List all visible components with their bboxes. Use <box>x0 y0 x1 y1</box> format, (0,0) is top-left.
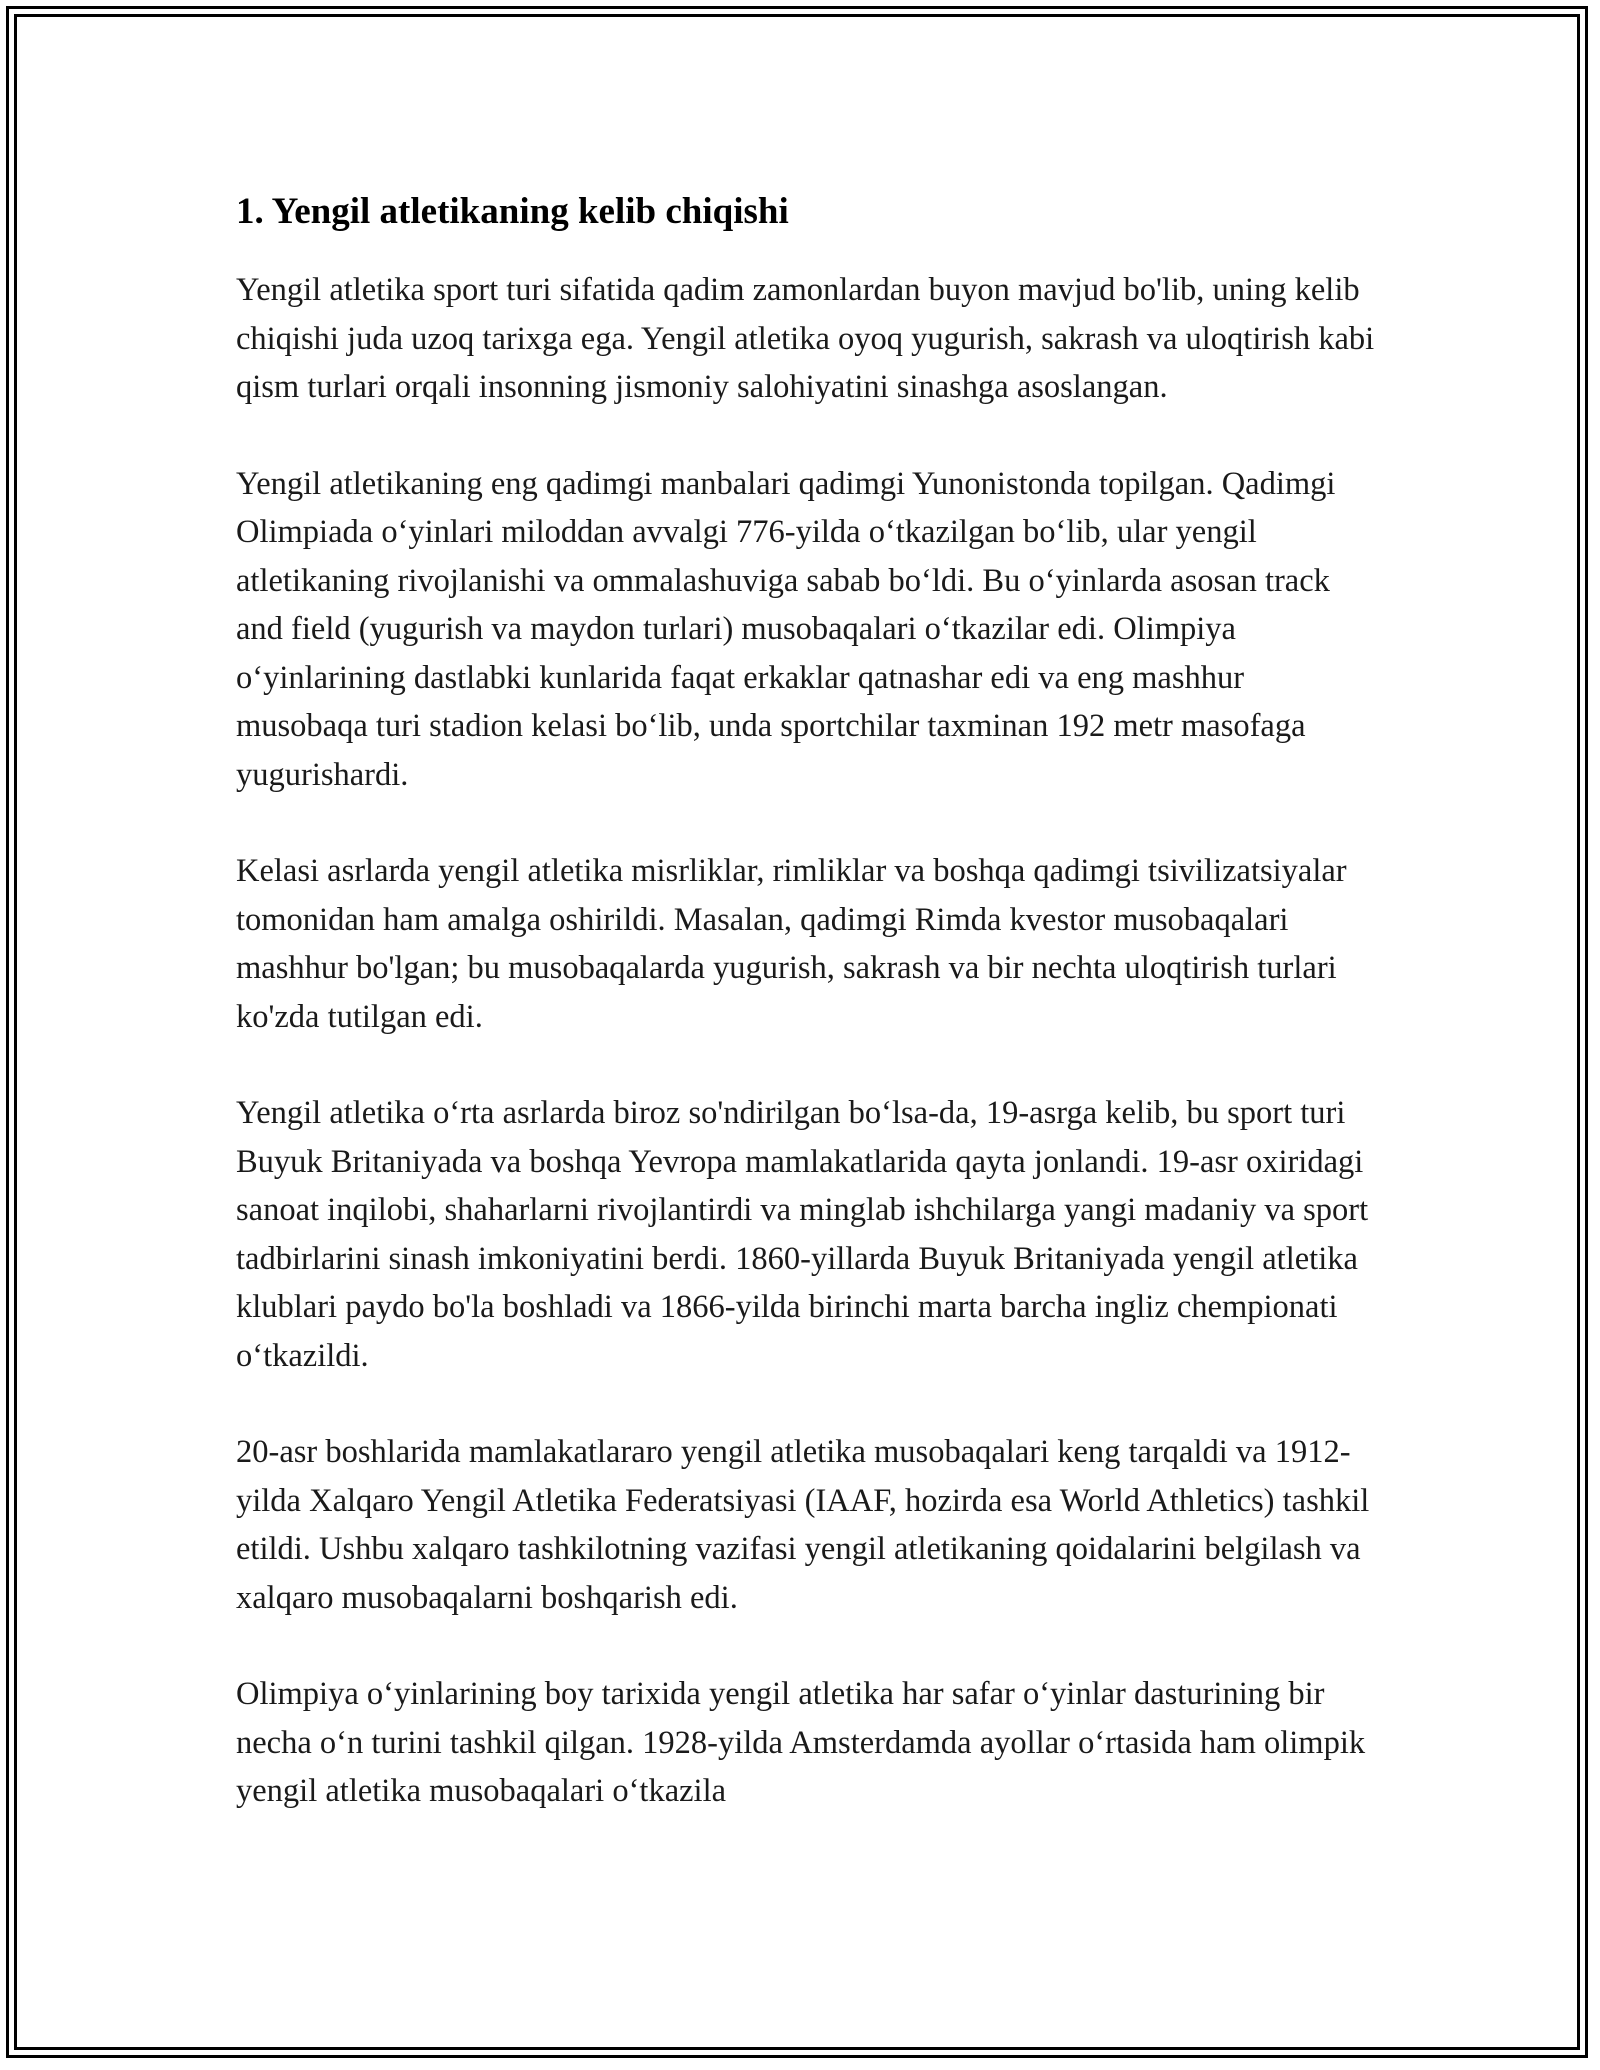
paragraph-2: Yengil atletikaning eng qadimgi manbalari qadimgi Yunonistonda topilgan. Qadimgi Olimpiada oʻyinlari miloddan avvalgi 776-yilda oʻtkazilgan boʻlib, ular yengil atletikaning rivojlanishi va ommalashuviga sabab boʻldi. Bu oʻyinlarda asosan track and field (yugurish va maydon turlari) musobaqalari oʻtkazilar edi. Olimpiya oʻyinlarining dastlabki kunlarida faqat erkaklar qatnashar edi va eng mashhur musobaqa turi stadion kelasi boʻlib, unda sportchilar taxminan 192 metr masofaga yugurishardi. <box>236 465 1336 793</box>
paragraph-6: Olimpiya oʻyinlarining boy tarixida yengil atletika har safar oʻyinlar dasturining bir necha oʻn turini tashkil qilgan. 1928-yilda Amsterdamda ayollar oʻrtasida ham olimpik yengil atletika musobaqalari oʻtkazila <box>236 1676 1366 1809</box>
paragraph-3: Kelasi asrlarda yengil atletika misrliklar, rimliklar va boshqa qadimgi tsivilizatsiyalar tomonidan ham amalga oshirildi. Masalan, qadimgi Rimda kvestor musobaqalari mashhur bo'lgan; bu musobaqalarda yugurish, sakrash va bir nechta uloqtirish turlari ko'zda tutilgan edi. <box>236 853 1347 1035</box>
paragraph-1: Yengil atletika sport turi sifatida qadim zamonlardan buyon mavjud bo'lib, uning kelib chiqishi juda uzoq tarixga ega. Yengil atletika oyoq yugurish, sakrash va uloqtirish kabi qism turlari orqali insonning jismoniy salohiyatini sinashga asoslangan. <box>236 272 1375 405</box>
paragraph-4: Yengil atletika oʻrta asrlarda biroz so'ndirilgan boʻlsa-da, 19-asrga kelib, bu sport turi Buyuk Britaniyada va boshqa Yevropa mamlakatlarida qayta jonlandi. 19-asr oxiridagi sanoat inqilobi, shaharlarni rivojlantirdi va minglab ishchilarga yangi madaniy va sport tadbirlarini sinash imkoniyatini berdi. 1860-yillarda Buyuk Britaniyada yengil atletika klublari paydo bo'la boshladi va 1866-yilda birinchi marta barcha ingliz chempionati oʻtkazildi. <box>236 1095 1369 1374</box>
section-heading: 1. Yengil atletikaning kelib chiqishi <box>236 191 789 232</box>
paragraph-5: 20-asr boshlarida mamlakatlararo yengil atletika musobaqalari keng tarqaldi va 1912-yilda Xalqaro Yengil Atletika Federatsiyasi (IAAF, hozirda esa World Athletics) tashkil etildi. Ushbu xalqaro tashkilotning vazifasi yengil atletikaning qoidalarini belgilash va xalqaro musobaqalarni boshqarish edi. <box>236 1434 1370 1616</box>
document-body <box>236 188 1376 1864</box>
